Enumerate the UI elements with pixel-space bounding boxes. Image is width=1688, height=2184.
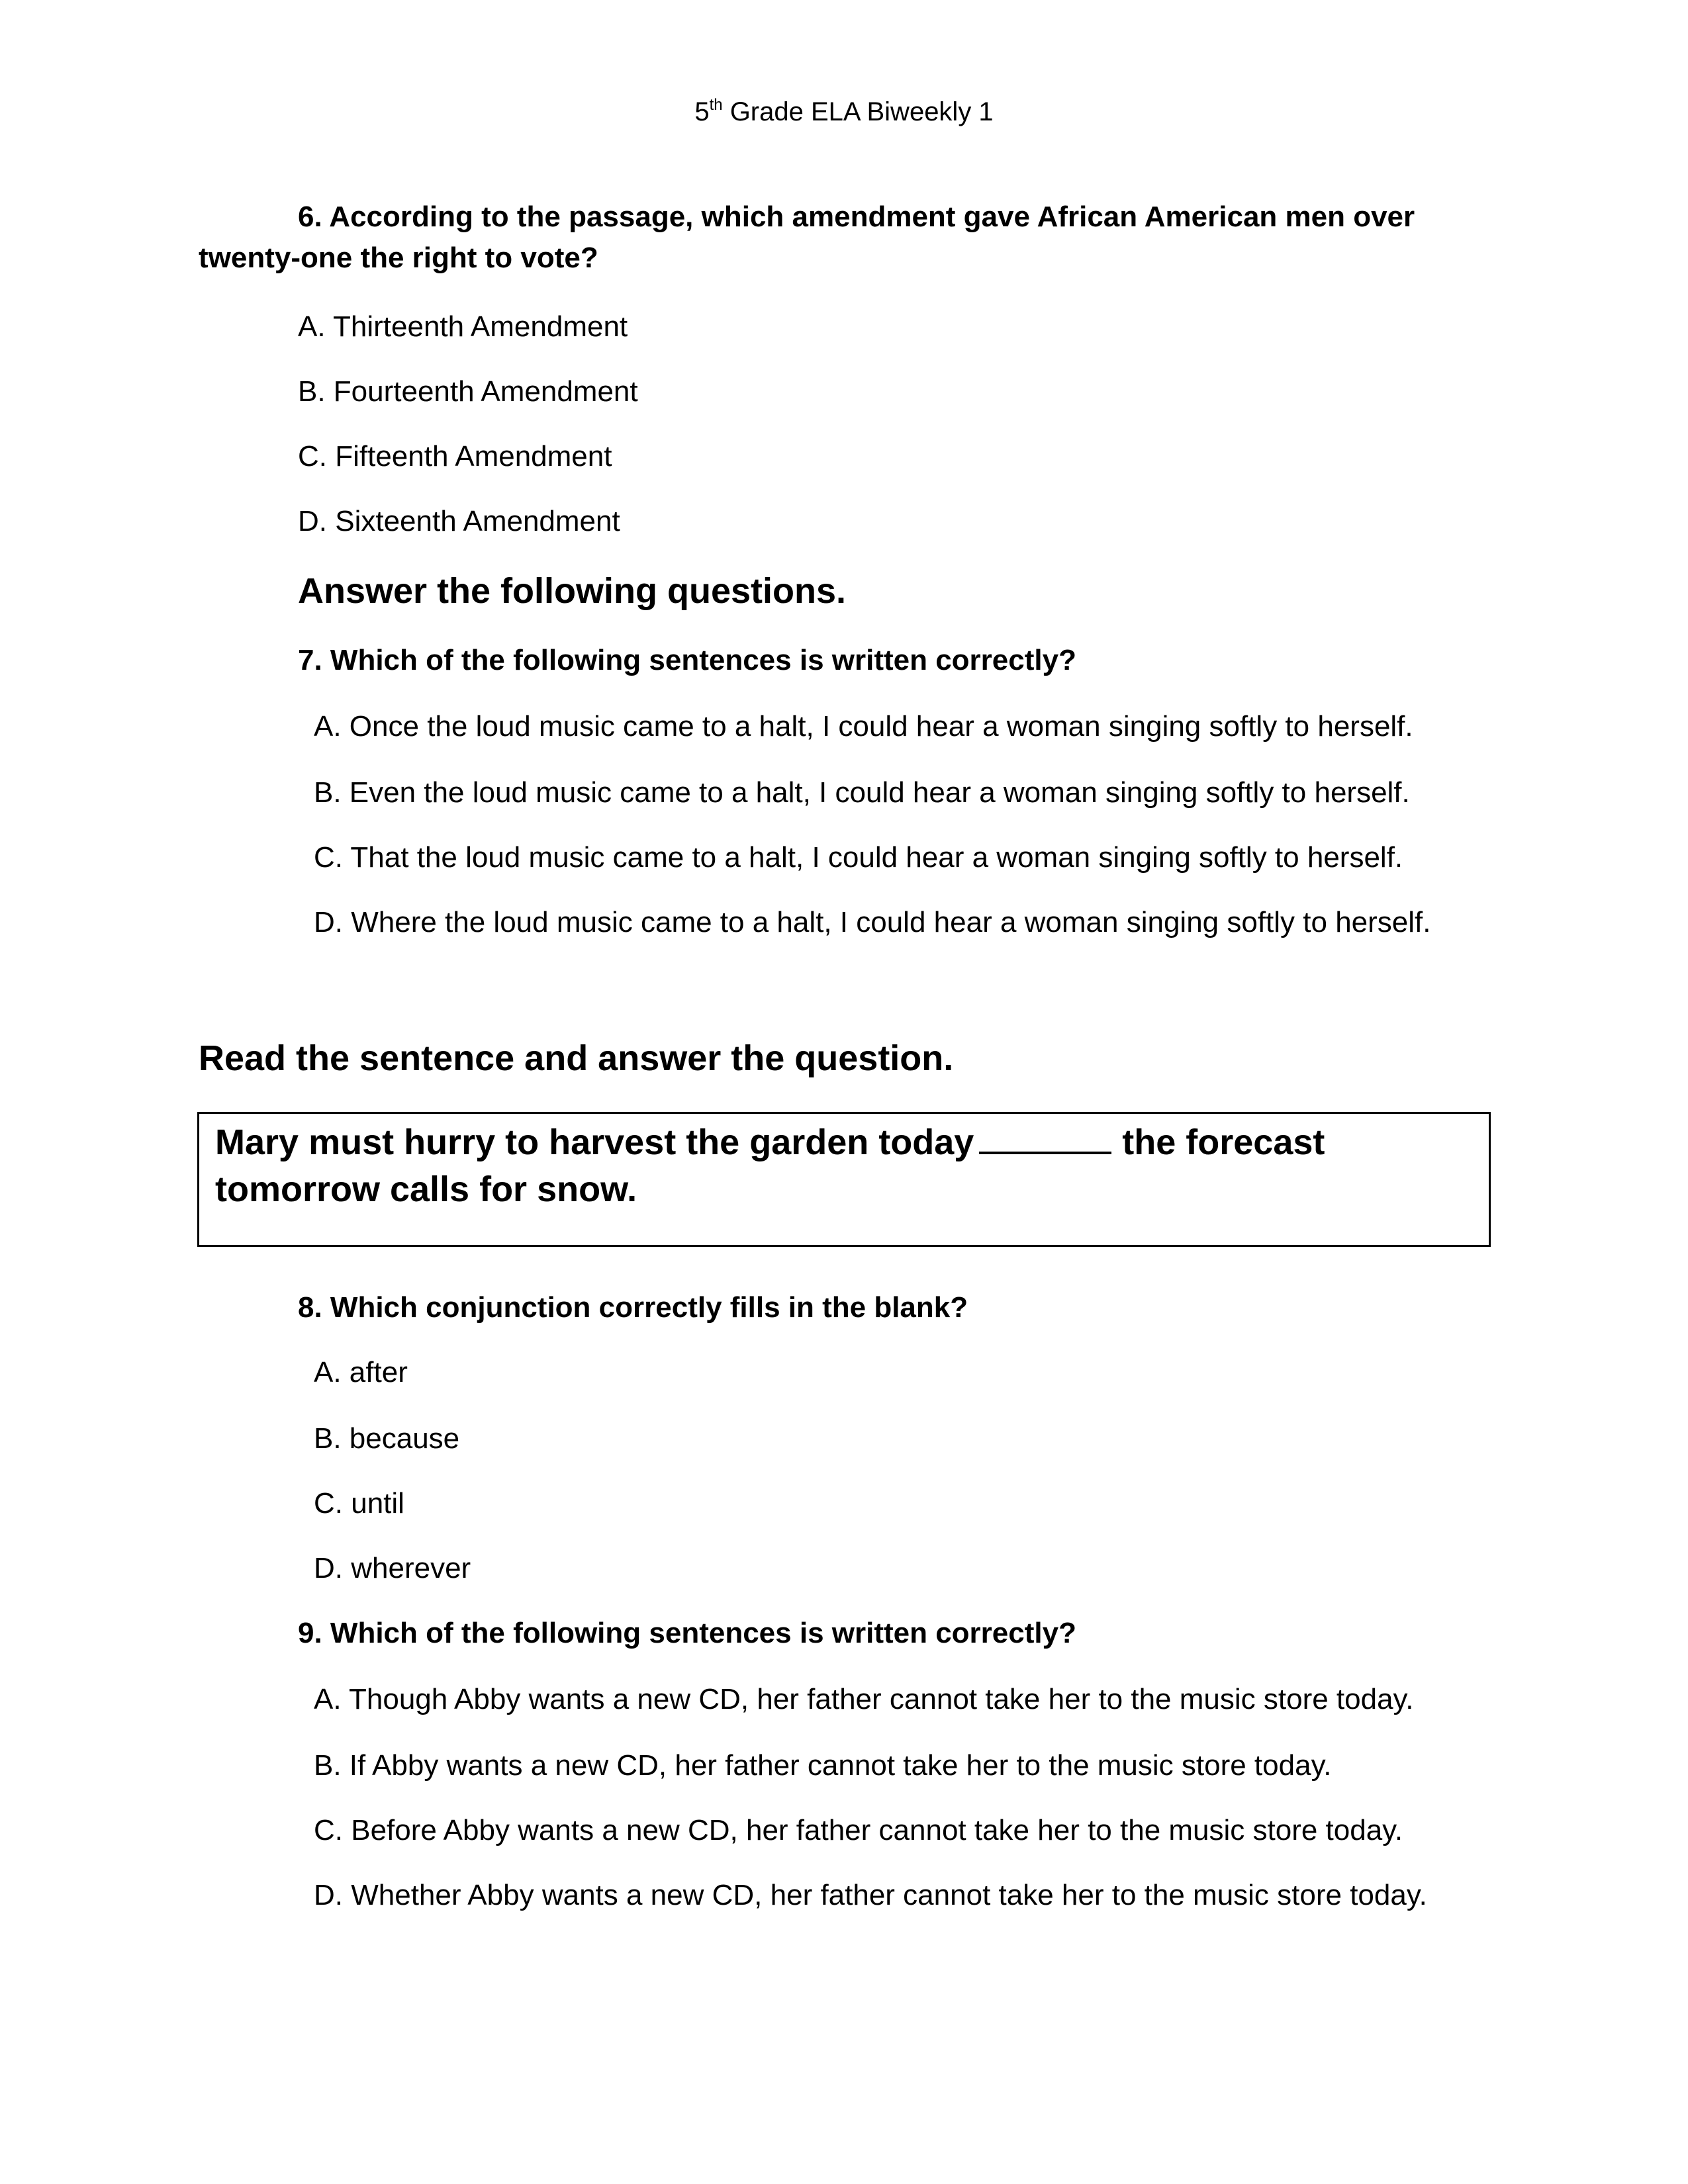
- sentence-blank: [979, 1122, 1111, 1154]
- page-header: [0, 96, 1688, 128]
- header-superscript: th: [709, 96, 723, 114]
- q6-option-a: A. Thirteenth Amendment: [298, 310, 628, 343]
- sentence-text: [215, 1119, 1473, 1214]
- q6-question-line2: twenty-one the right to vote?: [199, 242, 598, 274]
- q8-option-c: C. until: [314, 1487, 404, 1520]
- header-title: Grade ELA Biweekly 1: [722, 97, 994, 126]
- q9-option-b: B. If Abby wants a new CD, her father cannot take her to the music store today.: [314, 1749, 1332, 1782]
- section-heading-answer: Answer the following questions.: [298, 571, 847, 611]
- q9-option-d: D. Whether Abby wants a new CD, her father cannot take her to the music store today.: [314, 1879, 1427, 1911]
- q7-option-a: A. Once the loud music came to a halt, I could hear a woman singing softly to herself.: [314, 710, 1413, 743]
- section-heading-read: Read the sentence and answer the question.: [199, 1038, 954, 1078]
- header-grade-number: 5: [694, 97, 710, 126]
- q9-option-a: A. Though Abby wants a new CD, her father cannot take her to the music store today.: [314, 1683, 1414, 1715]
- q7-question: 7. Which of the following sentences is written correctly?: [298, 644, 1076, 676]
- q6-question-line1: 6. According to the passage, which amendment gave African American men over: [298, 201, 1415, 233]
- q8-option-d: D. wherever: [314, 1552, 471, 1584]
- q6-option-d: D. Sixteenth Amendment: [298, 505, 620, 537]
- q6-option-b: B. Fourteenth Amendment: [298, 375, 638, 408]
- sentence-box: [197, 1112, 1491, 1247]
- q8-question: 8. Which conjunction correctly fills in the blank?: [298, 1291, 968, 1324]
- q6-option-c: C. Fifteenth Amendment: [298, 440, 612, 473]
- q9-question: 9. Which of the following sentences is written correctly?: [298, 1617, 1076, 1649]
- q8-option-b: B. because: [314, 1422, 460, 1455]
- q7-option-d: D. Where the loud music came to a halt, I could hear a woman singing softly to herself.: [314, 906, 1431, 938]
- q7-option-b: B. Even the loud music came to a halt, I could hear a woman singing softly to herself.: [314, 776, 1410, 809]
- q9-option-c: C. Before Abby wants a new CD, her father cannot take her to the music store today.: [314, 1814, 1403, 1846]
- q7-option-c: C. That the loud music came to a halt, I could hear a woman singing softly to herself.: [314, 841, 1403, 874]
- sentence-before-blank: Mary must hurry to harvest the garden today: [215, 1122, 974, 1162]
- sentence-after-blank: the forecast tomorrow calls for snow.: [215, 1122, 1325, 1210]
- q8-option-a: A. after: [314, 1356, 408, 1388]
